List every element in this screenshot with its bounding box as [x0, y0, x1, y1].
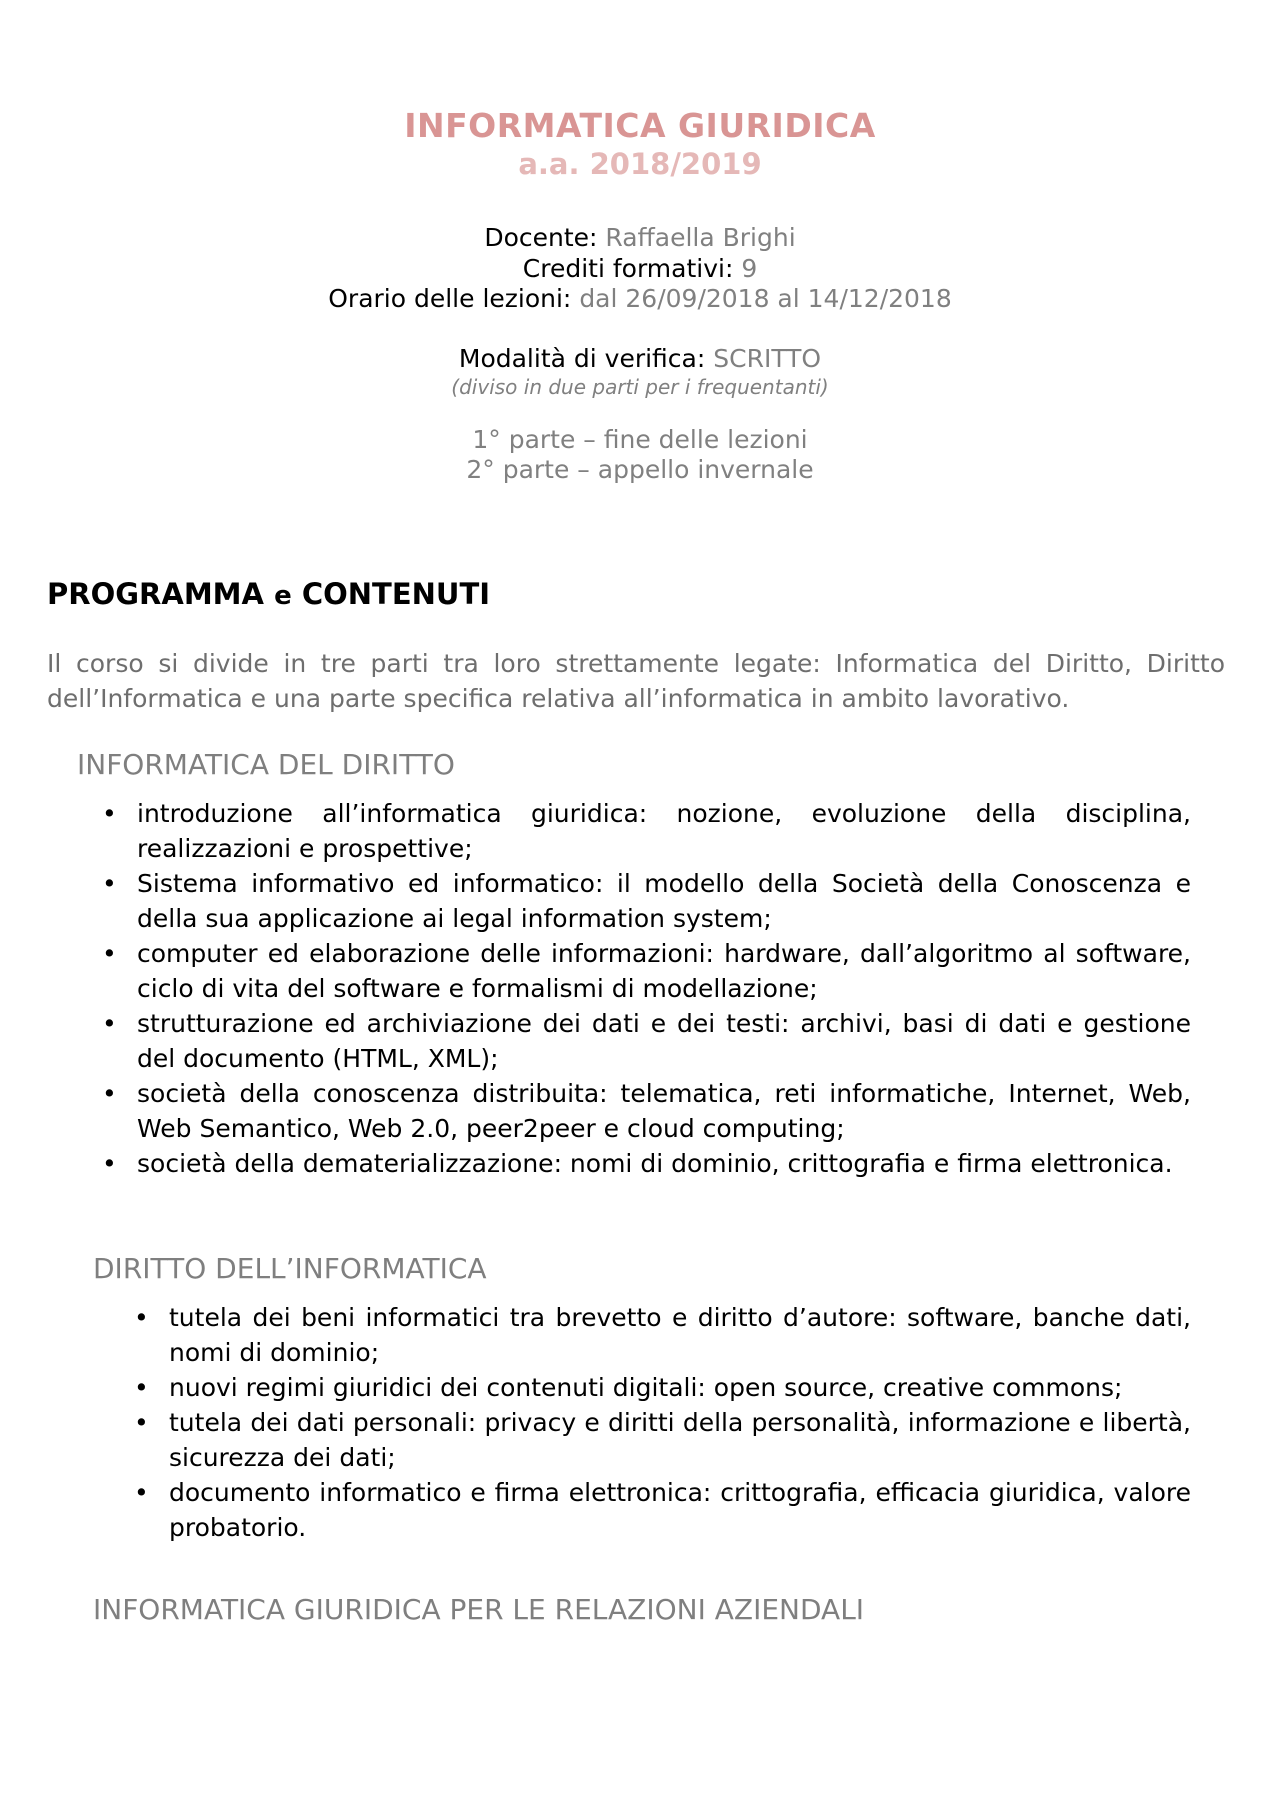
verifica-label: Modalità di verifica: [458, 344, 706, 373]
bullet-icon: • [102, 1079, 117, 1108]
parte-1: 1° parte – fine delle lezioni [472, 425, 808, 454]
bullet-icon: • [102, 869, 117, 898]
bullet-icon: • [102, 1009, 117, 1038]
docente-label: Docente: [484, 223, 598, 252]
bullet-icon: • [134, 1373, 149, 1402]
section-heading-relazioni-aziendali: INFORMATICA GIURIDICA PER LE RELAZIONI AZIENDALI [93, 1593, 865, 1626]
section-heading-informatica-del-diritto: INFORMATICA DEL DIRITTO [77, 748, 455, 781]
bullet-icon: • [102, 799, 117, 828]
list-item: • società della dematerializzazione: nomi di dominio, crittografia e firma elettronica. [137, 1146, 1191, 1181]
list-item: • computer ed elaborazione delle informazioni: hardware, dall’algoritmo al software, ciclo di vita del software e formalismi di modellazione; [137, 936, 1191, 1006]
crediti-value: 9 [741, 254, 758, 283]
programma-heading-e: e [274, 581, 292, 611]
list-item: • nuovi regimi giuridici dei contenuti digitali: open source, creative commons; [169, 1370, 1191, 1405]
programma-heading-b: CONTENUTI [301, 577, 491, 611]
list-item: • introduzione all’informatica giuridica: nozione, evoluzione della disciplina, realizzazioni e prospettive; [137, 796, 1191, 866]
list-item: • tutela dei dati personali: privacy e diritti della personalità, informazione e libertà, sicurezza dei dati; [169, 1405, 1191, 1475]
bullet-icon: • [134, 1478, 149, 1507]
bullet-icon: • [102, 939, 117, 968]
parte-2: 2° parte – appello invernale [466, 455, 814, 484]
docente-line [0, 222, 1280, 253]
orario-label: Orario delle lezioni: [328, 284, 572, 313]
list-item: • società della conoscenza distribuita: telematica, reti informatiche, Internet, Web, Web Semantico, Web 2.0, peer2peer e cloud computing; [137, 1076, 1191, 1146]
list-item: • strutturazione ed archiviazione dei dati e dei testi: archivi, basi di dati e gestione del documento (HTML, XML); [137, 1006, 1191, 1076]
list-item: • documento informatico e firma elettronica: crittografia, efficacia giuridica, valore probatorio. [169, 1475, 1191, 1545]
docente-value: Raffaella Brighi [605, 223, 796, 252]
verifica-line [0, 343, 1280, 374]
academic-year: a.a. 2018/2019 [518, 147, 762, 181]
document-title: INFORMATICA GIURIDICA [404, 106, 876, 145]
verifica-value: SCRITTO [713, 344, 822, 373]
list-informatica-del-diritto [102, 796, 1191, 1181]
programma-heading-a: PROGRAMMA [47, 577, 264, 611]
orario-value: dal 26/09/2018 al 14/12/2018 [579, 284, 952, 313]
crediti-label: Crediti formativi: [522, 254, 734, 283]
verifica-note: (diviso in due parti per i frequentanti) [451, 375, 829, 399]
list-diritto-dell-informatica [134, 1300, 1191, 1545]
bullet-icon: • [134, 1303, 149, 1332]
list-item: • Sistema informativo ed informatico: il modello della Società della Conoscenza e della sua applicazione ai legal information system; [137, 866, 1191, 936]
crediti-line [0, 253, 1280, 284]
bullet-icon: • [102, 1149, 117, 1178]
list-item: • tutela dei beni informatici tra brevetto e diritto d’autore: software, banche dati, nomi di dominio; [169, 1300, 1191, 1370]
programma-heading [47, 576, 490, 614]
programma-intro: Il corso si divide in tre parti tra loro strettamente legate: Informatica del Diritto, Diritto dell’Informatica e una parte specifica relativa all’informatica in ambito lavorativo. [47, 649, 1225, 713]
bullet-icon: • [134, 1408, 149, 1437]
orario-line [0, 283, 1280, 314]
section-heading-diritto-dell-informatica: DIRITTO DELL’INFORMATICA [93, 1252, 487, 1285]
